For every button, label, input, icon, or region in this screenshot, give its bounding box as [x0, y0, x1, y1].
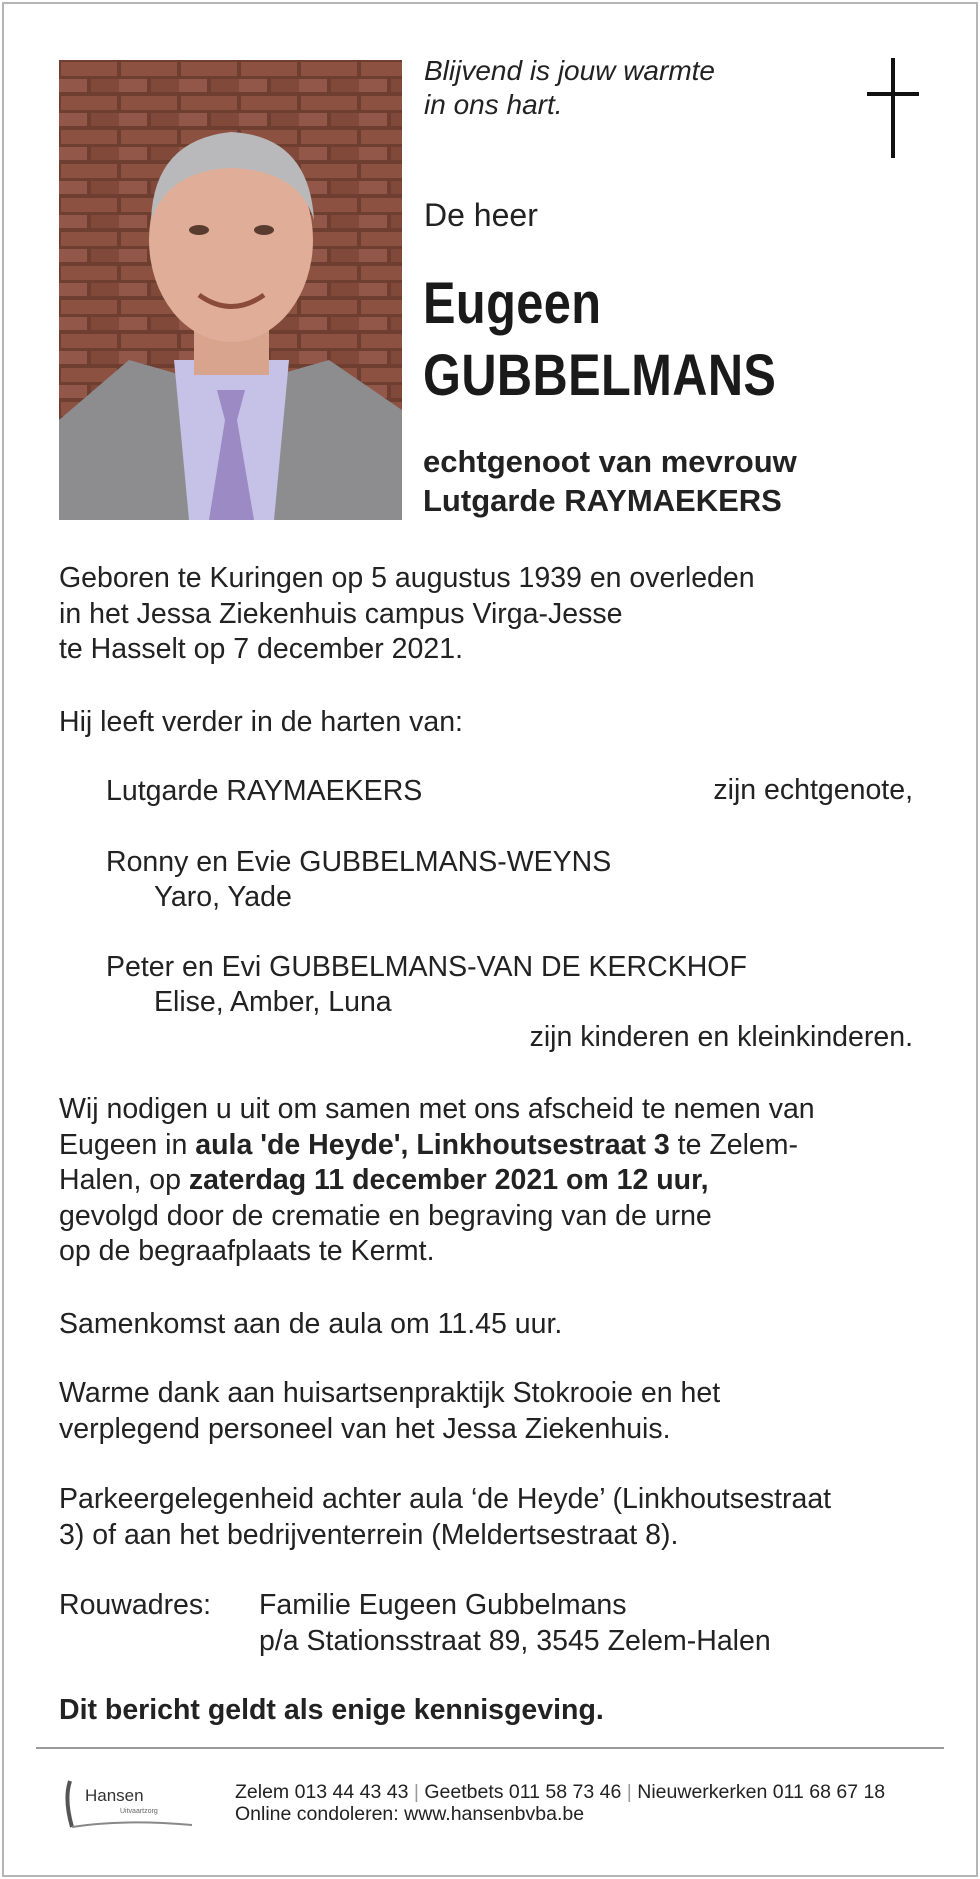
venue: aula 'de Heyde', Linkhoutsestraat 3: [195, 1128, 670, 1161]
birth-line: in het Jessa Ziekenhuis campus Virga-Jesse: [59, 597, 623, 630]
footer-contact: [235, 1781, 885, 1825]
grandchildren-2: Elise, Amber, Luna: [154, 986, 392, 1018]
spouse-line: echtgenoot van mevrouw: [423, 444, 797, 479]
invitation-line: Wij nodigen u uit om samen met ons afscheid te nemen van: [59, 1093, 815, 1125]
first-name: Eugeen: [423, 271, 602, 336]
motto-line: Blijvend is jouw warmte: [424, 55, 715, 86]
motto-line: in ons hart.: [424, 89, 563, 120]
motto: [424, 54, 715, 122]
parking-paragraph: [59, 1482, 831, 1553]
spouse-line: Lutgarde RAYMAEKERS: [423, 483, 782, 518]
invitation-line: gevolgd door de crematie en begraving van de urne: [59, 1199, 712, 1232]
invitation-line: [59, 1163, 815, 1199]
invitation-text: Halen, op: [59, 1164, 189, 1196]
address-label: Rouwadres:: [59, 1589, 212, 1621]
thanks-line: verplegend personeel van het Jessa Ziekenhuis.: [59, 1412, 671, 1445]
spouse-info: [423, 442, 797, 520]
separator: |: [413, 1781, 419, 1803]
ceremony-date: zaterdag 11 december 2021 om 12 uur,: [188, 1164, 709, 1196]
parking-line: 3) of aan het bedrijventerrein (Meldertsestraat 8).: [59, 1518, 679, 1551]
spouse-role: zijn echtgenote,: [713, 774, 913, 806]
birth-paragraph: [59, 561, 755, 668]
separator: |: [626, 1781, 632, 1803]
child-family-1: Ronny en Evie GUBBELMANS-WEYNS: [106, 846, 612, 878]
thanks-paragraph: [59, 1376, 720, 1447]
salutation: De heer: [424, 197, 538, 233]
invitation-text: Eugeen in: [59, 1128, 196, 1161]
birth-line: Geboren te Kuringen op 5 augustus 1939 en overleden: [59, 562, 755, 594]
phone-nieuwerkerken: Nieuwerkerken 011 68 67 18: [637, 1781, 886, 1803]
online-condolence: Online condoleren: www.hansenbvba.be: [235, 1803, 585, 1825]
address-line: p/a Stationsstraat 89, 3545 Zelem-Halen: [259, 1624, 771, 1657]
portrait-photo: [59, 60, 402, 520]
spouse-name: Lutgarde RAYMAEKERS: [106, 775, 423, 807]
deceased-name: [423, 268, 776, 412]
child-family-2: Peter en Evi GUBBELMANS-VAN DE KERCKHOF: [106, 951, 747, 983]
phone-zelem: Zelem 013 44 43 43: [235, 1781, 409, 1803]
survivors-intro: Hij leeft verder in de harten van:: [59, 706, 463, 738]
phone-line: [235, 1781, 885, 1803]
notice-text: Dit bericht geldt als enige kennisgeving.: [59, 1694, 604, 1726]
last-name: GUBBELMANS: [423, 343, 777, 408]
portrait-illustration: [59, 60, 402, 520]
logo-subtitle: Uitvaartzorg: [120, 1808, 158, 1815]
thanks-line: Warme dank aan huisartsenpraktijk Stokrooie en het: [59, 1377, 721, 1409]
phone-geetbets: Geetbets 011 58 73 46: [424, 1781, 622, 1803]
invitation-paragraph: [59, 1092, 815, 1270]
address-block: [259, 1588, 771, 1659]
invitation-line: [59, 1128, 815, 1164]
children-role: zijn kinderen en kleinkinderen.: [529, 1021, 913, 1053]
address-line: Familie Eugeen Gubbelmans: [259, 1589, 627, 1621]
grandchildren-1: Yaro, Yade: [154, 881, 292, 913]
invitation-text: te Zelem-: [669, 1128, 799, 1161]
parking-line: Parkeergelegenheid achter aula ‘de Heyde’ (Linkhoutsestraat: [59, 1483, 832, 1515]
cross-icon: [864, 58, 924, 160]
invitation-line: op de begraafplaats te Kermt.: [59, 1235, 435, 1267]
gathering-text: Samenkomst aan de aula om 11.45 uur.: [59, 1308, 563, 1340]
birth-line: te Hasselt op 7 december 2021.: [59, 633, 463, 665]
footer-divider: [36, 1747, 944, 1749]
logo-name: Hansen: [85, 1786, 144, 1805]
